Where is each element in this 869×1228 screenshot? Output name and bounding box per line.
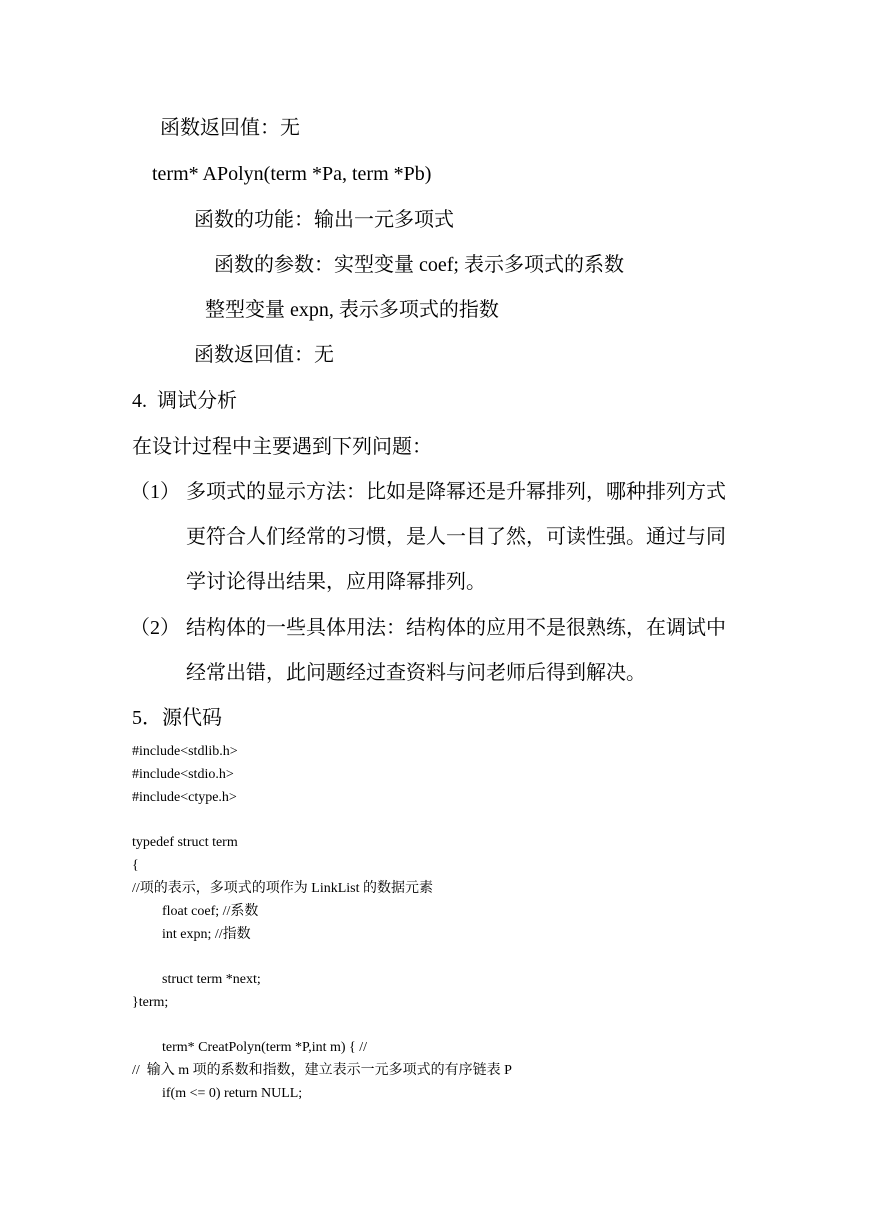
function-params-line-2: 整型变量 expn, 表示多项式的指数 (205, 299, 499, 321)
code-line: typedef struct term (132, 835, 238, 850)
code-line: #include<stdio.h> (132, 767, 234, 782)
function-signature: term* APolyn(term *Pa, term *Pb) (152, 163, 432, 185)
return-value-line-2: 函数返回值：无 (194, 344, 334, 366)
code-line: { (132, 858, 139, 873)
list-item-1-line-2: 更符合人们经常的习惯，是人一目了然，可读性强。通过与同 (186, 526, 726, 548)
list-item-1-line-3: 学讨论得出结果，应用降幂排列。 (186, 571, 486, 593)
list-item-1-number: （1） (130, 481, 180, 503)
code-line: term* CreatPolyn(term *P,int m) { // (162, 1040, 368, 1055)
code-comment-line: //项的表示，多项式的项作为 LinkList 的数据元素 (132, 881, 433, 896)
section-heading-source: 5．源代码 (132, 707, 222, 729)
list-item-2-number: （2） (130, 617, 180, 639)
code-line: }term; (132, 995, 169, 1010)
function-params-line: 函数的参数：实型变量 coef; 表示多项式的系数 (214, 254, 624, 276)
code-line: struct term *next; (162, 972, 261, 987)
code-line: float coef; //系数 (162, 904, 259, 919)
code-line: #include<stdlib.h> (132, 744, 238, 759)
code-line: #include<ctype.h> (132, 790, 237, 805)
code-comment-line: // 输入 m 项的系数和指数，建立表示一元多项式的有序链表 P (132, 1063, 512, 1078)
code-line: if(m <= 0) return NULL; (162, 1086, 303, 1101)
code-line: int expn; //指数 (162, 927, 251, 942)
return-value-line: 函数返回值：无 (160, 117, 300, 139)
list-item-1-line-1: 多项式的显示方法：比如是降幂还是升幂排列，哪种排列方式 (186, 481, 726, 503)
list-item-2-line-1: 结构体的一些具体用法：结构体的应用不是很熟练，在调试中 (186, 617, 726, 639)
intro-paragraph: 在设计过程中主要遇到下列问题： (132, 436, 432, 458)
section-heading-debug: 4. 调试分析 (132, 390, 237, 412)
list-item-2-line-2: 经常出错，此问题经过查资料与问老师后得到解决。 (186, 662, 646, 684)
function-purpose-line: 函数的功能：输出一元多项式 (194, 209, 454, 231)
